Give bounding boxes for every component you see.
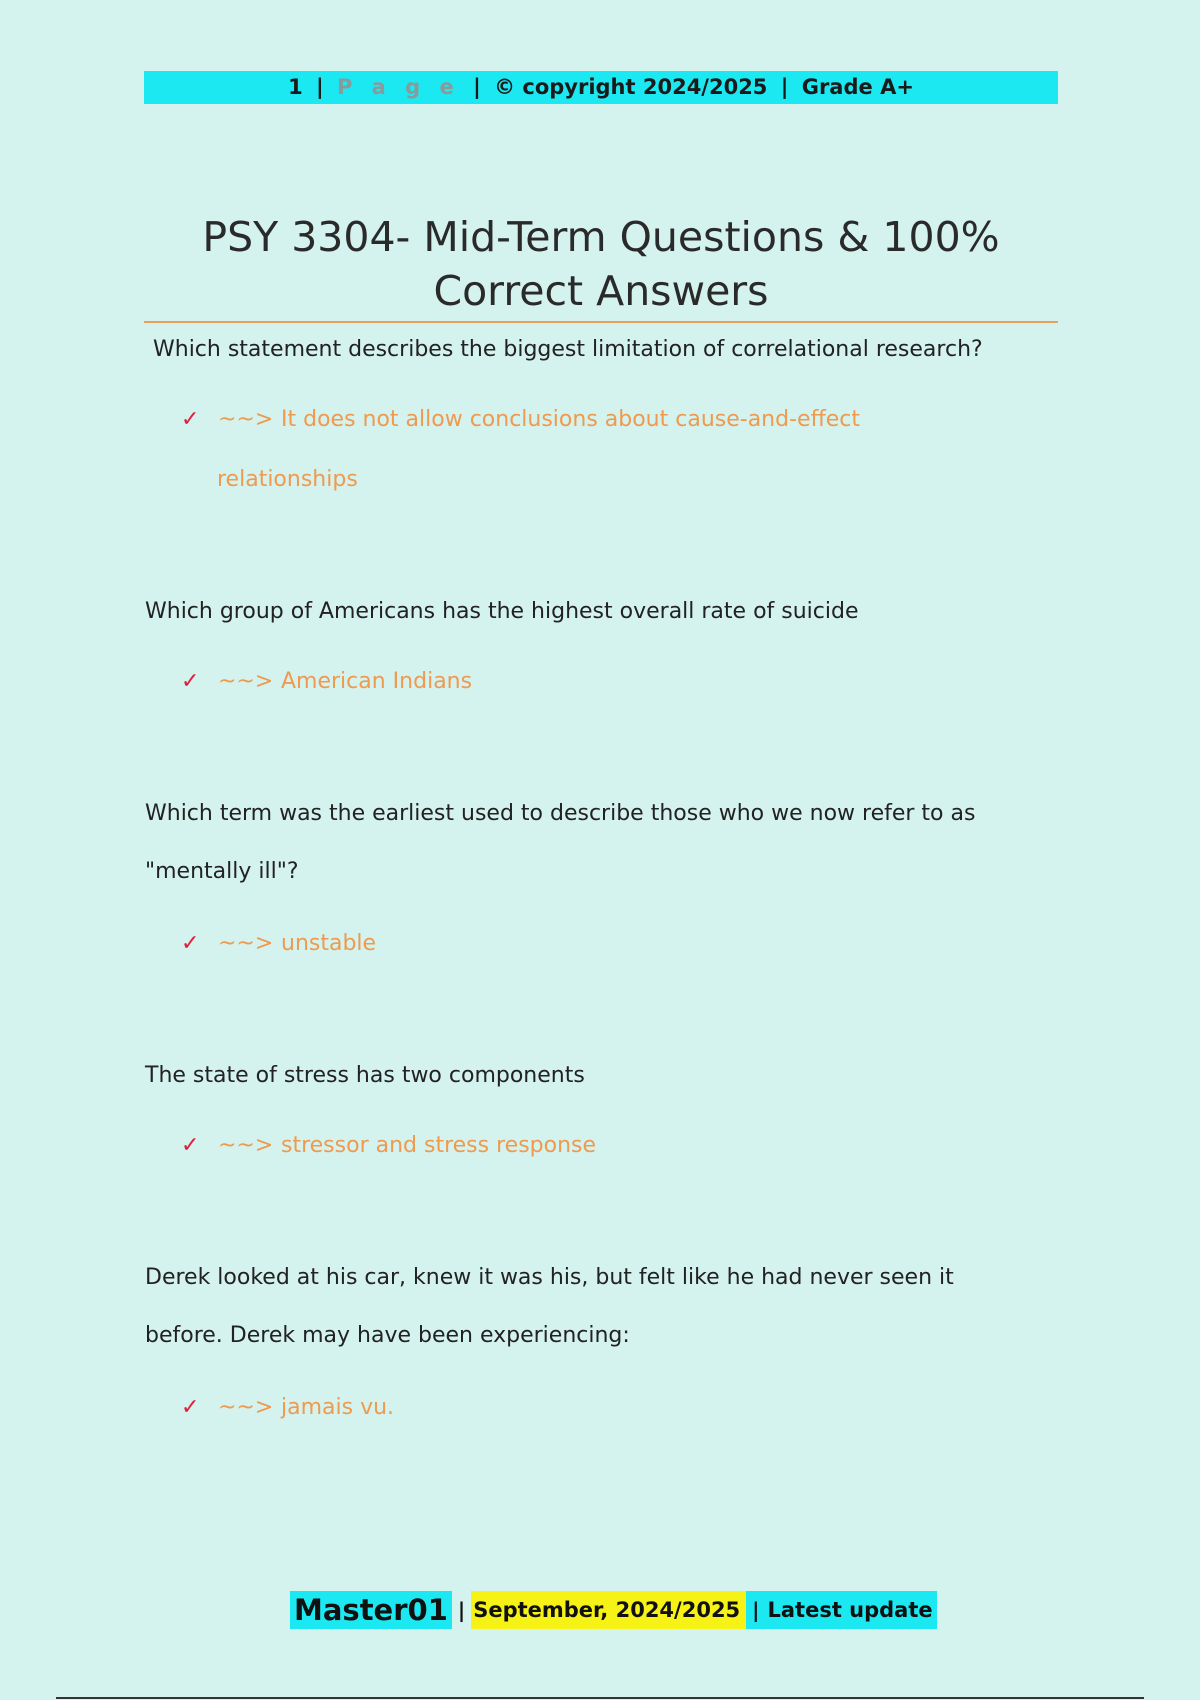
footer-separator: | xyxy=(746,1591,765,1629)
check-icon: ✓ xyxy=(181,1133,200,1158)
title-line-2: Correct Answers xyxy=(433,267,769,315)
brand-label: Master01 xyxy=(290,1591,452,1629)
check-icon: ✓ xyxy=(181,407,200,432)
answer-line: It does not allow conclusions about cause-and-effect xyxy=(281,407,860,432)
answer-1 xyxy=(217,390,860,510)
question-line: Which term was the earliest used to describe those who we now refer to as xyxy=(145,801,976,826)
footer-update: Latest update xyxy=(765,1591,936,1629)
arrow-marker: ~~> xyxy=(218,1133,274,1158)
arrow-marker: ~~> xyxy=(218,931,274,956)
bottom-divider xyxy=(56,1697,1144,1699)
footer-separator: | xyxy=(457,1598,466,1622)
answer-line: jamais vu. xyxy=(281,1395,395,1420)
answer-3 xyxy=(281,914,376,974)
grade-text: Grade A+ xyxy=(801,75,914,99)
check-icon: ✓ xyxy=(181,1395,200,1420)
question-line: Derek looked at his car, knew it was his, but felt like he had never seen it xyxy=(145,1265,954,1290)
copyright-text: © copyright 2024/2025 xyxy=(494,75,768,99)
answer-5 xyxy=(281,1378,394,1438)
question-line: "mentally ill"? xyxy=(145,859,299,884)
check-icon: ✓ xyxy=(181,931,200,956)
page-label: P a g e xyxy=(336,75,460,99)
header-separator: | xyxy=(316,75,324,99)
answer-line: stressor and stress response xyxy=(281,1133,597,1158)
question-1 xyxy=(153,321,983,379)
page-footer xyxy=(290,1591,937,1629)
arrow-marker: ~~> xyxy=(218,407,274,432)
header-separator: | xyxy=(780,75,789,99)
check-icon: ✓ xyxy=(181,669,200,694)
title-line-1: PSY 3304- Mid-Term Questions & 100% xyxy=(202,213,1000,261)
question-2 xyxy=(145,583,859,641)
question-line: The state of stress has two components xyxy=(145,1063,585,1088)
question-3 xyxy=(145,785,975,901)
page-header xyxy=(144,71,1058,104)
arrow-marker: ~~> xyxy=(218,669,274,694)
question-line: before. Derek may have been experiencing: xyxy=(145,1323,630,1348)
arrow-marker: ~~> xyxy=(218,1395,274,1420)
page-number: 1 xyxy=(288,75,303,99)
answer-line: relationships xyxy=(217,467,358,492)
question-5 xyxy=(145,1249,954,1365)
document-title xyxy=(144,210,1058,318)
answer-2 xyxy=(281,652,472,712)
question-4 xyxy=(145,1047,585,1105)
answer-line: American Indians xyxy=(281,669,473,694)
answer-4 xyxy=(281,1116,596,1176)
footer-date: September, 2024/2025 xyxy=(471,1591,746,1629)
header-separator: | xyxy=(473,75,481,99)
answer-line: unstable xyxy=(281,931,377,956)
question-line: Which statement describes the biggest limitation of correlational research? xyxy=(153,337,983,362)
question-line: Which group of Americans has the highest overall rate of suicide xyxy=(145,599,859,624)
